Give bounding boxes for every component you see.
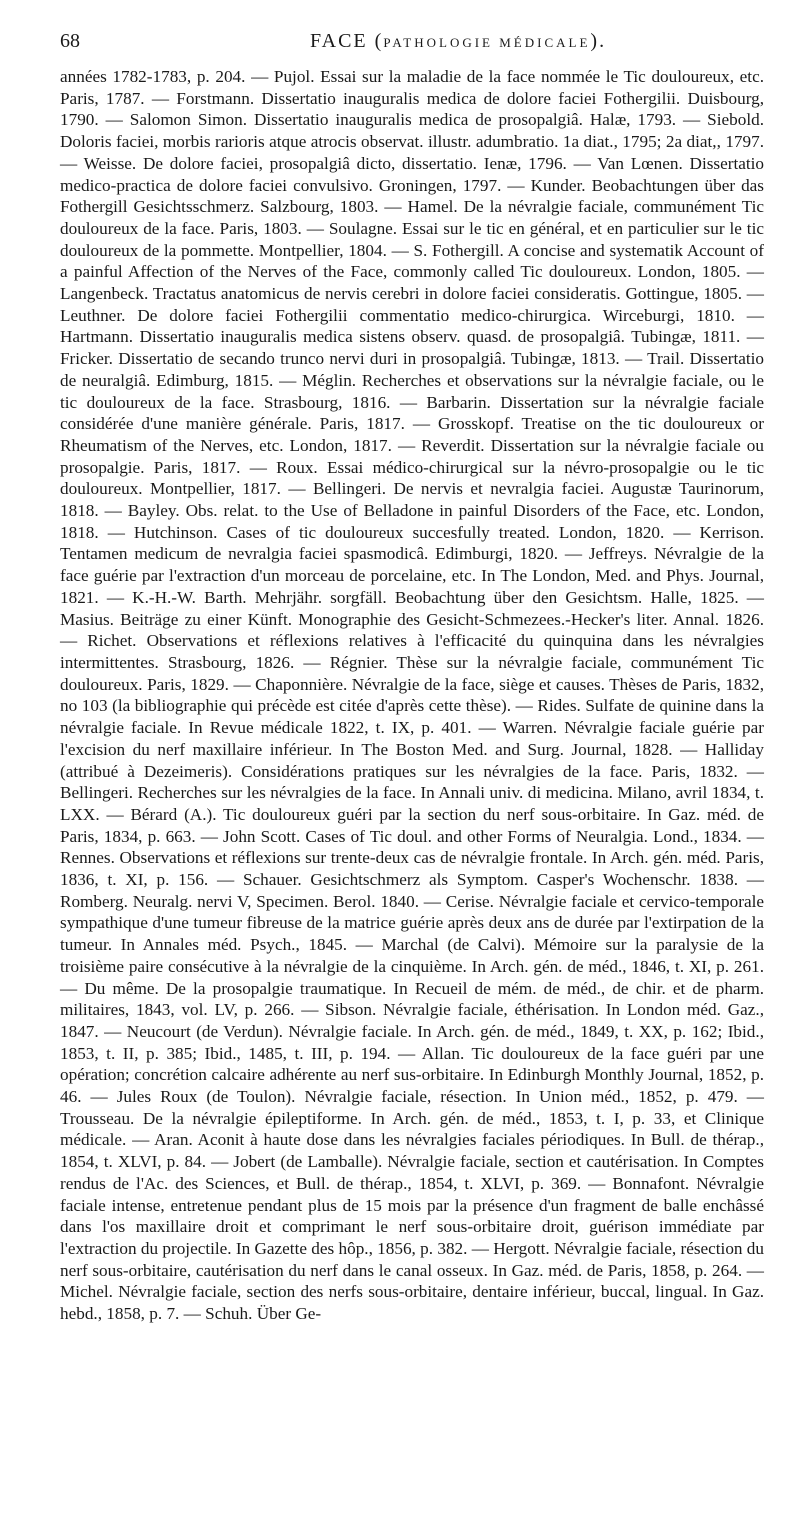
- running-title: [310, 30, 606, 53]
- page-header: [60, 30, 764, 60]
- bibliography-paragraph: années 1782-1783, p. 204. — Pujol. Essai sur la maladie de la face nommée le Tic douloureux, etc. Paris, 1787. — Forstmann. Dissertatio inauguralis medica de dolore faciei Fothergilii. Duisbourg, 1790. — Salomon Simon. Dissertatio inauguralis medica de prosopalgiâ. Halæ, 1793. — Siebold. Doloris faciei, morbis rarioris atque atrocis observat. illustr. adumbratio. 1a diat., 1795; 2a diat,, 1797. — Weisse. De dolore faciei, prosopalgiâ dicto, dissertatio. Ienæ, 1796. — Van Lœnen. Dissertatio medico-practica de dolore faciei convulsivo. Groningen, 1797. — Kunder. Beobachtungen über das Fothergill Gesichtsschmerz. Salzbourg, 1803. — Hamel. De la névralgie faciale, communément Tic douloureux de la face. Paris, 1803. — Soulagne. Essai sur le tic en général, et en particulier sur le tic douloureux de la pommette. Montpellier, 1804. — S. Fothergill. A concise and systematik Account of a painful Affection of the Nerves of the Face, commonly called Tic douloureux. London, 1805. — Langenbeck. Tractatus anatomicus de nervis cerebri in dolore faciei consideratis. Gottingue, 1805. — Leuthner. De dolore faciei Fothergilii commentatio medico-chirurgica. Wirceburgi, 1810. — Hartmann. Dissertatio inauguralis medica sistens observ. quasd. de prosopalgiâ. Tubingæ, 1811. — Fricker. Dissertatio de secando trunco nervi duri in prosopalgiâ. Tubingæ, 1813. — Trail. Dissertatio de neuralgiâ. Edimburg, 1815. — Méglin. Recherches et observations sur la névralgie faciale, ou le tic douloureux de la face. Strasbourg, 1816. — Barbarin. Dissertation sur la névralgie faciale considérée d'une manière générale. Paris, 1817. — Grosskopf. Treatise on the tic douloureux or Rheumatism of the Nerves, etc. London, 1817. — Reverdit. Dissertation sur la névralgie faciale ou prosopalgie. Paris, 1817. — Roux. Essai médico-chirurgical sur la névro-prosopalgie ou le tic douloureux. Montpellier, 1817. — Bellingeri. De nervis et nevralgia faciei. Augustæ Taurinorum, 1818. — Bayley. Obs. relat. to the Use of Belladone in painful Disorders of the Face, etc. London, 1818. — Hutchinson. Cases of tic douloureux succesfully treated. London, 1820. — Kerrison. Tentamen medicum de nevralgia faciei spasmodicâ. Edimburgi, 1820. — Jeffreys. Névralgie de la face guérie par l'extraction d'un morceau de porcelaine, etc. In The London, Med. and Phys. Journal, 1821. — K.-H.-W. Barth. Mehrjähr. sorgfäll. Beobachtung über den Gesichtsm. Halle, 1825. — Masius. Beiträge zu einer Künft. Monographie des Gesicht-Schmezees.-Hecker's liter. Annal. 1826. — Richet. Observations et réflexions relatives à l'efficacité du quinquina dans les névralgies intermittentes. Strasbourg, 1826. — Régnier. Thèse sur la névralgie faciale, communément Tic douloureux. Paris, 1829. — Chaponnière. Névralgie de la face, siège et causes. Thèses de Paris, 1832, no 103 (la bibliographie qui précède est citée d'après cette thèse). — Rides. Sulfate de quinine dans la névralgie faciale. In Revue médicale 1822, t. IX, p. 401. — Warren. Névralgie faciale guérie par l'excision du nerf maxillaire inférieur. In The Boston Med. and Surg. Journal, 1828. — Halliday (attribué à Dezeimeris). Considérations pratiques sur les névralgies de la face. Paris, 1832. — Bellingeri. Recherches sur les névralgies de la face. In Annali univ. di medicina. Milano, avril 1834, t. LXX. — Bérard (A.). Tic douloureux guéri par la section du nerf sous-orbitaire. In Gaz. méd. de Paris, 1834, p. 663. — John Scott. Cases of Tic doul. and other Forms of Neuralgia. Lond., 1834. — Rennes. Observations et réflexions sur trente-deux cas de névralgie frontale. In Arch. gén. méd. Paris, 1836, t. XI, p. 156. — Schauer. Gesichtschmerz als Symptom. Casper's Wochenschr. 1838. — Romberg. Neuralg. nervi V, Specimen. Berol. 1840. — Cerise. Névralgie faciale et cervico-temporale sympathique d'une tumeur fibreuse de la matrice guérie après deux ans de durée par l'extirpation de la tumeur. In Annales méd. Psych., 1845. — Marchal (de Calvi). Mémoire sur la paralysie de la troisième paire consécutive à la névralgie de la cinquième. In Arch. gén. de méd., 1846, t. XI, p. 261. — Du même. De la prosopalgie traumatique. In Recueil de mém. de méd., de chir. et de pharm. militaires, 1843, vol. LV, p. 266. — Sibson. Névralgie faciale, éthérisation. In London méd. Gaz., 1847. — Neucourt (de Verdun). Névralgie faciale. In Arch. gén. de méd., 1849, t. XX, p. 162; Ibid., 1853, t. II, p. 385; Ibid., 1485, t. III, p. 194. — Allan. Tic douloureux de la face guéri par une opération; concrétion calcaire adhérente au nerf sus-orbitaire. In Edinburgh Monthly Journal, 1852, p. 46. — Jules Roux (de Toulon). Névralgie faciale, résection. In Union méd., 1852, p. 479. — Trousseau. De la névralgie épileptiforme. In Arch. gén. de méd., 1853, t. I, p. 33, et Clinique médicale. — Aran. Aconit à haute dose dans les névralgies faciales périodiques. In Bull. de thérap., 1854, t. XLVI, p. 84. — Jobert (de Lamballe). Névralgie faciale, section et cautérisation. In Comptes rendus de l'Ac. des Sciences, et Bull. de thérap., 1854, t. XLVI, p. 369. — Bonnafont. Névralgie faciale intense, entretenue pendant plus de 15 mois par la présence d'un fragment de balle enchâssé dans l'os maxillaire droit et comprimant le nerf sous-orbitaire droit, guérison immédiate par l'extraction du projectile. In Gazette des hôp., 1856, p. 382. — Hergott. Névralgie faciale, résection du nerf sous-orbitaire, cautérisation du nerf dans le canal osseux. In Gaz. méd. de Paris, 1858, p. 264. — Michel. Névralgie faciale, section des nerfs sous-orbitaire, dentaire inférieur, buccal, lingual. In Gaz. hebd., 1858, p. 7. — Schuh. Über Ge-: [60, 67, 764, 1324]
- running-title-small: PATHOLOGIE MÉDICALE: [383, 35, 591, 50]
- running-title-end: ).: [590, 30, 607, 52]
- page-number: 68: [60, 30, 80, 52]
- bibliography-text: [60, 66, 764, 1325]
- running-title-main: FACE (: [310, 30, 384, 52]
